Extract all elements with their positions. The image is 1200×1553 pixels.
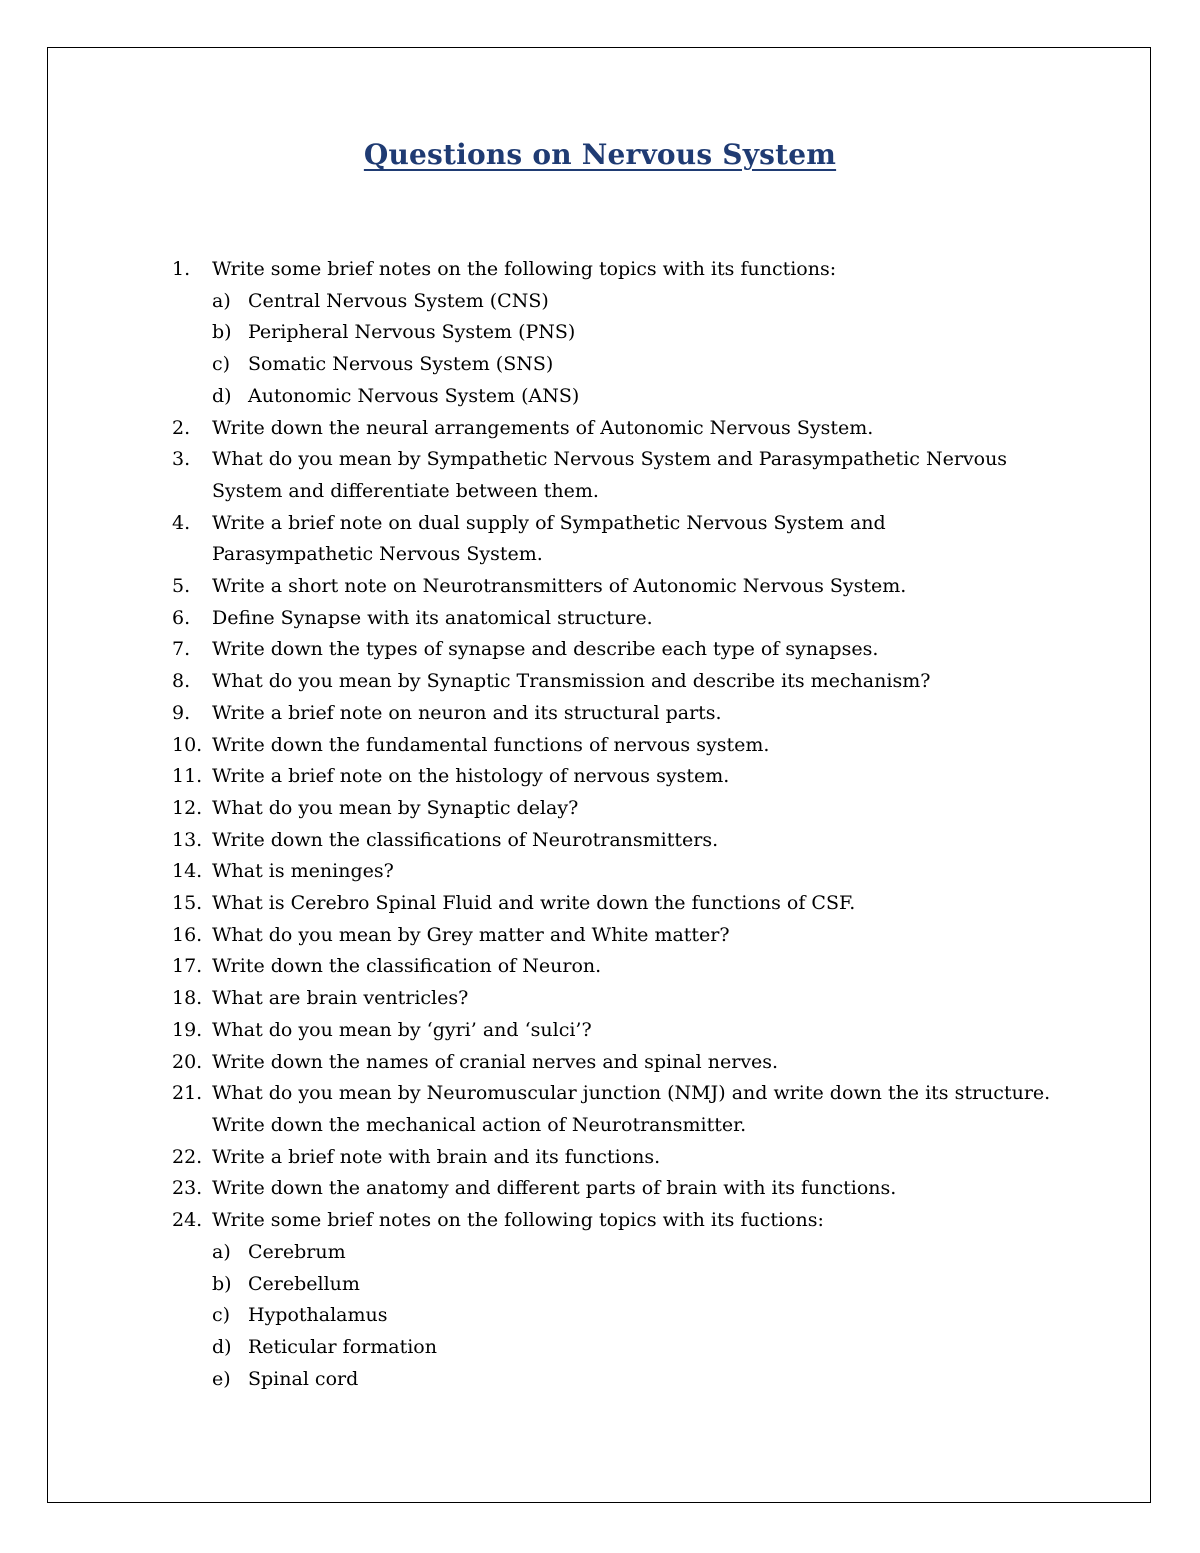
question-text: What do you mean by Synaptic Transmission and describe its mechanism? [212, 670, 931, 693]
question-text: Write down the types of synapse and describe each type of synapses. [212, 638, 879, 661]
question-number: 7. [172, 638, 191, 661]
question-number: 18. [172, 987, 203, 1010]
sub-topic-text: Hypothalamus [248, 1304, 388, 1327]
question-number: 21. [172, 1082, 203, 1105]
sub-topic-text: Somatic Nervous System (SNS) [248, 353, 554, 376]
sub-topic-item [212, 1300, 1052, 1332]
question-text: Define Synapse with its anatomical structure. [212, 606, 653, 629]
question-item [172, 413, 1052, 445]
question-text: Write some brief notes on the following topics with its functions: [212, 258, 837, 280]
sub-topic-text: Cerebrum [248, 1240, 346, 1263]
sub-topic-letter: d) [212, 1335, 232, 1358]
sub-topic-list [212, 286, 1052, 413]
question-text: Write a brief note on the histology of nervous system. [212, 765, 730, 788]
sub-topic-text: Cerebellum [248, 1272, 360, 1295]
question-number: 20. [172, 1050, 203, 1073]
sub-topic-letter: a) [212, 289, 231, 312]
question-item [172, 761, 1052, 793]
question-item [172, 666, 1052, 698]
sub-topic-letter: e) [212, 1367, 231, 1390]
question-text: Write a brief note on dual supply of Sympathetic Nervous System and Parasympathetic Nervous System. [212, 511, 886, 566]
question-item [172, 698, 1052, 730]
question-item [172, 508, 1052, 571]
question-text: What do you mean by Neuromuscular junction (NMJ) and write down the its structure. Write down the mechanical action of Neurotransmitter. [212, 1082, 1051, 1136]
question-item [172, 793, 1052, 825]
question-text: Write down the classifications of Neurotransmitters. [212, 828, 719, 851]
question-number: 11. [172, 765, 203, 788]
question-item [172, 1047, 1052, 1079]
sub-topic-item [212, 1332, 1052, 1364]
question-item [172, 1015, 1052, 1047]
question-number: 2. [172, 416, 191, 439]
question-item [172, 1142, 1052, 1174]
question-text: What do you mean by ‘gyri’ and ‘sulci’? [212, 1018, 592, 1041]
page-title: Questions on Nervous System [363, 138, 837, 171]
sub-topic-list [212, 1237, 1052, 1396]
question-number: 6. [172, 606, 191, 629]
question-text: What is Cerebro Spinal Fluid and write down the functions of CSF. [212, 892, 856, 915]
question-text: Write a brief note on neuron and its structural parts. [212, 701, 722, 724]
question-number: 23. [172, 1177, 203, 1200]
question-item [172, 920, 1052, 952]
question-item [172, 603, 1052, 635]
question-number: 8. [172, 670, 191, 693]
sub-topic-text: Spinal cord [248, 1367, 359, 1390]
sub-topic-item [212, 1364, 1052, 1396]
sub-topic-letter: b) [212, 321, 232, 344]
sub-topic-letter: c) [212, 353, 231, 376]
question-text: What do you mean by Grey matter and White matter? [212, 923, 730, 946]
question-number: 3. [172, 448, 191, 471]
question-item [172, 951, 1052, 983]
sub-topic-text: Peripheral Nervous System (PNS) [248, 321, 576, 344]
question-list [172, 254, 1052, 1395]
question-item [172, 1078, 1052, 1141]
question-item [172, 730, 1052, 762]
sub-topic-letter: d) [212, 384, 232, 407]
question-text: Write down the classification of Neuron. [212, 955, 602, 978]
sub-topic-item [212, 1269, 1052, 1301]
question-text: What is meninges? [212, 860, 394, 883]
question-item [172, 254, 1052, 413]
question-item [172, 1205, 1052, 1395]
question-number: 10. [172, 733, 203, 756]
question-number: 9. [172, 701, 191, 724]
question-text: What do you mean by Synaptic delay? [212, 796, 579, 819]
sub-topic-item [212, 381, 1052, 413]
question-item [172, 634, 1052, 666]
sub-topic-letter: b) [212, 1272, 232, 1295]
question-text: Write down the names of cranial nerves and spinal nerves. [212, 1050, 779, 1073]
question-number: 4. [172, 511, 191, 534]
question-number: 24. [172, 1209, 203, 1232]
sub-topic-letter: c) [212, 1304, 231, 1327]
sub-topic-item [212, 349, 1052, 381]
sub-topic-item [212, 286, 1052, 318]
question-text: What are brain ventricles? [212, 987, 469, 1010]
question-number: 13. [172, 828, 203, 851]
question-text: Write down the neural arrangements of Autonomic Nervous System. [212, 416, 874, 439]
question-number: 22. [172, 1145, 203, 1168]
question-item [172, 571, 1052, 603]
question-text: Write a brief note with brain and its functions. [212, 1145, 661, 1168]
question-text: Write a short note on Neurotransmitters of Autonomic Nervous System. [212, 575, 907, 598]
sub-topic-item [212, 1237, 1052, 1269]
question-item [172, 825, 1052, 857]
sub-topic-text: Reticular formation [248, 1335, 437, 1358]
question-text: Write some brief notes on the following topics with its fuctions: [212, 1209, 824, 1232]
question-number: 5. [172, 575, 191, 598]
sub-topic-text: Central Nervous System (CNS) [248, 289, 549, 312]
question-text: What do you mean by Sympathetic Nervous System and Parasympathetic Nervous System and differentiate between them. [212, 448, 1008, 502]
question-number: 19. [172, 1018, 203, 1041]
sub-topic-letter: a) [212, 1240, 231, 1263]
sub-topic-text: Autonomic Nervous System (ANS) [248, 384, 580, 407]
question-number: 17. [172, 955, 203, 978]
question-number: 14. [172, 860, 203, 883]
question-item [172, 983, 1052, 1015]
question-number: 16. [172, 923, 203, 946]
sub-topic-item [212, 317, 1052, 349]
question-item [172, 1173, 1052, 1205]
question-item [172, 444, 1052, 507]
question-number: 15. [172, 892, 203, 915]
question-number: 1. [172, 258, 191, 280]
question-text: Write down the anatomy and different parts of brain with its functions. [212, 1177, 897, 1200]
question-text: Write down the fundamental functions of nervous system. [212, 733, 770, 756]
question-item [172, 856, 1052, 888]
question-number: 12. [172, 796, 203, 819]
question-item [172, 888, 1052, 920]
